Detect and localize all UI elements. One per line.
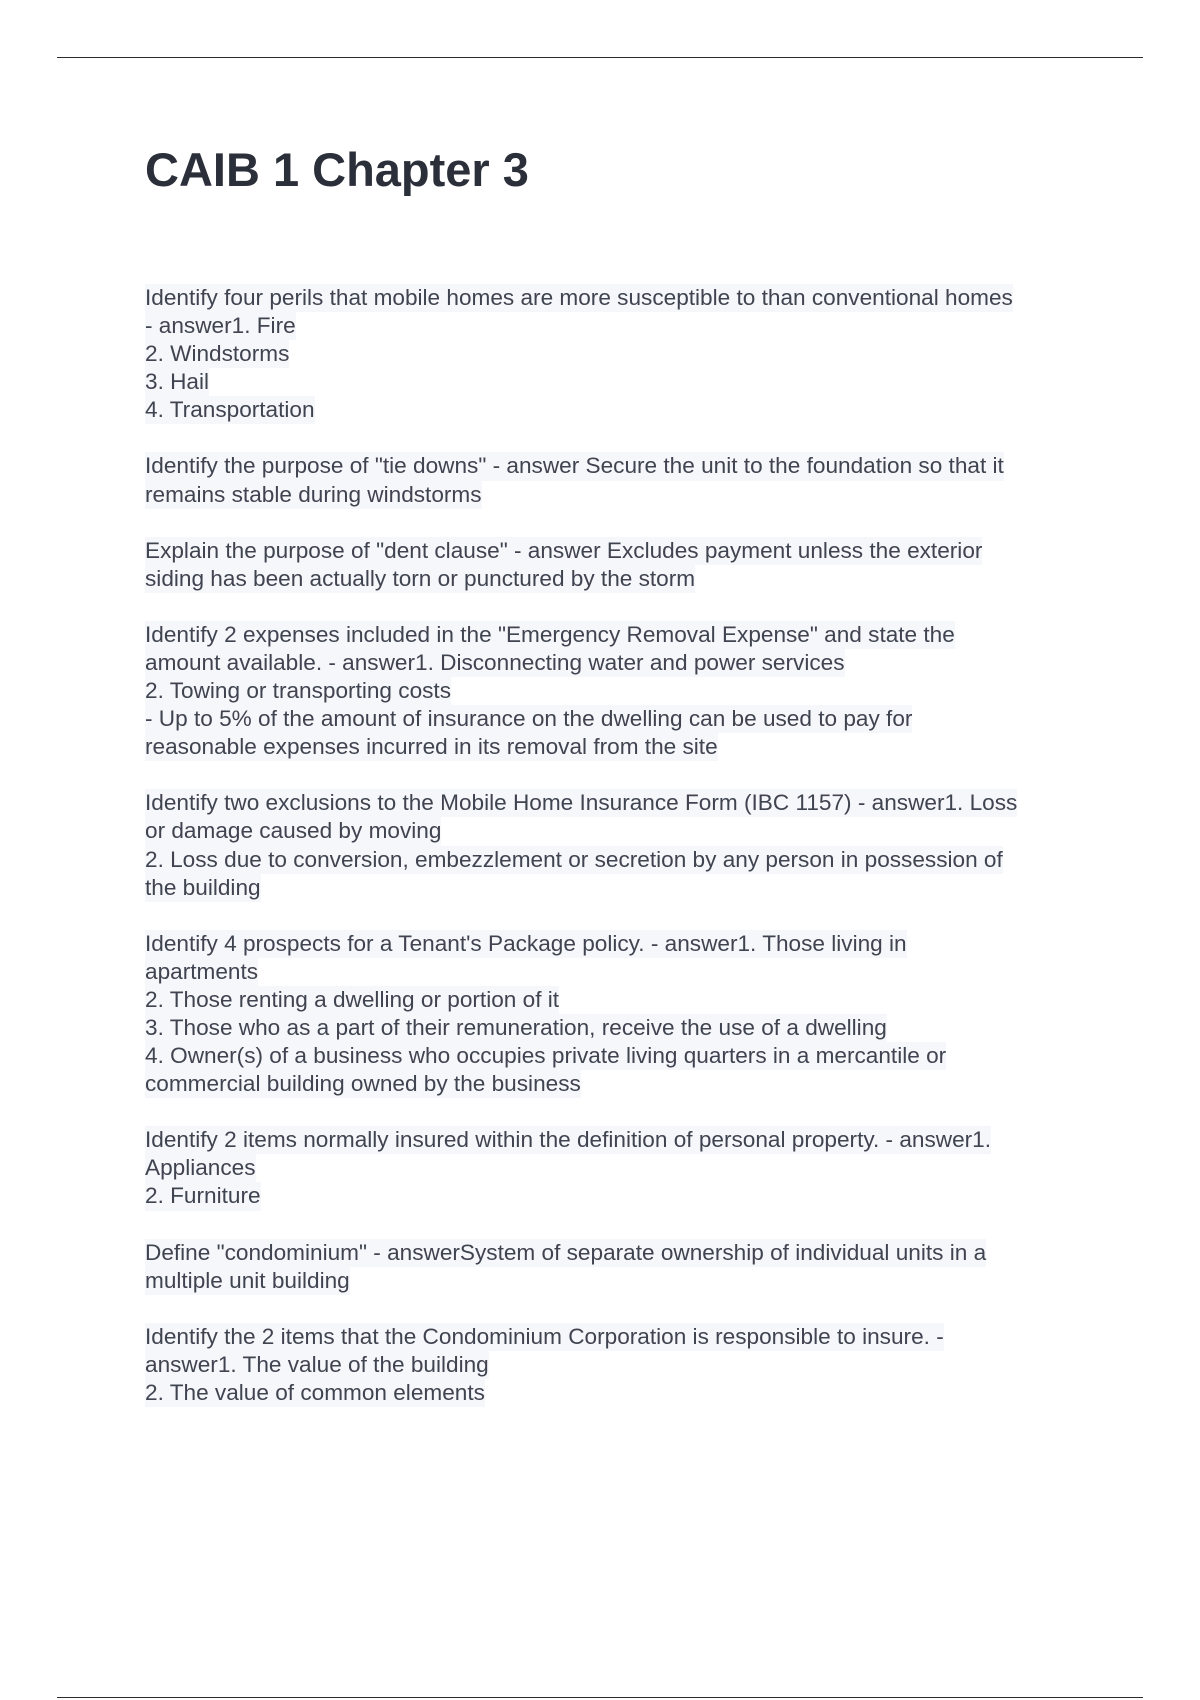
qa-line: 3. Those who as a part of their remuneration, receive the use of a dwelling	[145, 1014, 887, 1042]
qa-line: Identify 4 prospects for a Tenant's Package policy. - answer1. Those living in	[145, 930, 907, 958]
qa-line: Appliances	[145, 1154, 256, 1182]
qa-line: - Up to 5% of the amount of insurance on the dwelling can be used to pay for	[145, 705, 912, 733]
bottom-divider	[57, 1697, 1143, 1698]
qa-line: - answer1. Fire	[145, 312, 296, 340]
qa-line: apartments	[145, 958, 258, 986]
qa-line: amount available. - answer1. Disconnecting water and power services	[145, 649, 845, 677]
qa-item	[145, 789, 1080, 901]
qa-line: 4. Owner(s) of a business who occupies private living quarters in a mercantile or	[145, 1042, 946, 1070]
qa-line: answer1. The value of the building	[145, 1351, 489, 1379]
qa-list	[145, 284, 1080, 1435]
qa-line: Identify 2 expenses included in the "Emergency Removal Expense" and state the	[145, 621, 955, 649]
qa-line: siding has been actually torn or punctured by the storm	[145, 565, 695, 593]
qa-item	[145, 1239, 1080, 1295]
qa-line: the building	[145, 874, 261, 902]
qa-line: 3. Hail	[145, 368, 209, 396]
qa-item	[145, 284, 1080, 424]
qa-item	[145, 452, 1080, 508]
qa-line: 2. Towing or transporting costs	[145, 677, 451, 705]
qa-item	[145, 1323, 1080, 1407]
qa-line: remains stable during windstorms	[145, 481, 482, 509]
top-divider	[57, 57, 1143, 58]
qa-line: 2. Windstorms	[145, 340, 289, 368]
document-title: CAIB 1 Chapter 3	[145, 143, 529, 196]
qa-line: 4. Transportation	[145, 396, 315, 424]
qa-line: reasonable expenses incurred in its removal from the site	[145, 733, 718, 761]
qa-line: or damage caused by moving	[145, 817, 441, 845]
qa-line: Identify the purpose of "tie downs" - answer Secure the unit to the foundation so that it	[145, 452, 1004, 480]
qa-line: Identify four perils that mobile homes are more susceptible to than conventional homes	[145, 284, 1013, 312]
qa-line: Explain the purpose of "dent clause" - answer Excludes payment unless the exterior	[145, 537, 982, 565]
qa-line: 2. Those renting a dwelling or portion of it	[145, 986, 559, 1014]
qa-item	[145, 1126, 1080, 1210]
qa-line: 2. Loss due to conversion, embezzlement or secretion by any person in possession of	[145, 846, 1003, 874]
qa-item	[145, 621, 1080, 761]
qa-line: Define "condominium" - answerSystem of separate ownership of individual units in a	[145, 1239, 986, 1267]
qa-line: Identify the 2 items that the Condominium Corporation is responsible to insure. -	[145, 1323, 944, 1351]
qa-line: 2. The value of common elements	[145, 1379, 485, 1407]
qa-item	[145, 930, 1080, 1099]
qa-line: Identify 2 items normally insured within the definition of personal property. - answer1.	[145, 1126, 991, 1154]
qa-line: 2. Furniture	[145, 1182, 261, 1210]
qa-line: multiple unit building	[145, 1267, 350, 1295]
qa-item	[145, 537, 1080, 593]
qa-line: commercial building owned by the business	[145, 1070, 581, 1098]
qa-line: Identify two exclusions to the Mobile Home Insurance Form (IBC 1157) - answer1. Loss	[145, 789, 1017, 817]
